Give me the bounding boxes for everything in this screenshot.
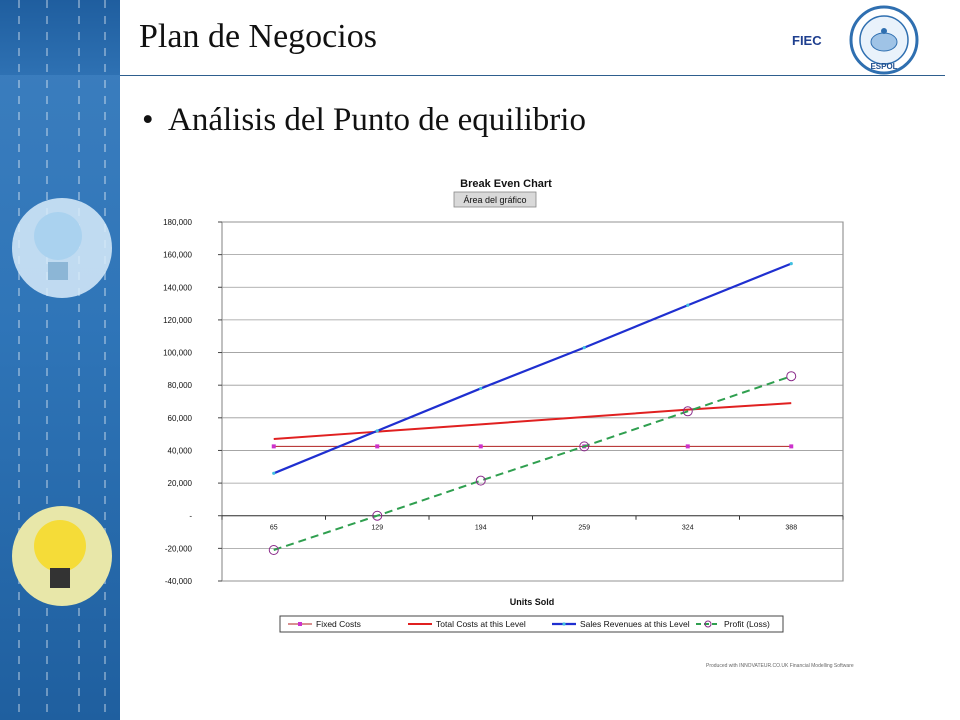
blue-lightbulb-base: [48, 262, 68, 280]
x-tick-label: 194: [474, 524, 487, 532]
fiec-logo-text: FIEC: [792, 33, 822, 48]
espol-seal-icon: [846, 5, 922, 75]
legend-label: Profit (Loss): [724, 619, 770, 629]
y-tick-label: 60,000: [167, 413, 192, 423]
sidebar-illustration: [0, 0, 120, 720]
slide-title: Plan de Negocios: [139, 18, 377, 55]
decorative-sidebar: [0, 0, 120, 720]
plot-area: [222, 222, 843, 581]
legend-label: Total Costs at this Level: [436, 619, 526, 629]
x-tick-label: 388: [785, 524, 798, 532]
legend-marker: [562, 622, 565, 625]
data-point: [376, 429, 379, 432]
data-point: [686, 444, 690, 448]
y-tick-label: 80,000: [167, 381, 192, 391]
break-even-chart: [150, 170, 890, 640]
x-tick-label: 65: [269, 524, 278, 532]
data-point: [375, 444, 379, 448]
y-tick-label: 20,000: [167, 479, 192, 489]
data-point: [272, 444, 276, 448]
header-divider: [120, 75, 945, 76]
y-tick-label: 160,000: [163, 250, 192, 260]
x-tick-label: 259: [578, 524, 591, 532]
y-tick-label: 140,000: [163, 283, 192, 293]
chart-title: Break Even Chart: [460, 178, 552, 190]
data-point: [583, 346, 586, 349]
legend-label: Fixed Costs: [316, 619, 361, 629]
data-point: [790, 262, 793, 265]
yellow-lightbulb-base: [50, 568, 70, 588]
bullet-text: Análisis del Punto de equilibrio: [168, 102, 586, 138]
data-point: [272, 472, 275, 475]
x-tick-label: 129: [371, 524, 384, 532]
y-tick-label: -: [189, 511, 192, 521]
x-axis-label: Units Sold: [509, 597, 555, 607]
bullet-item: [142, 102, 586, 139]
x-tick-label: 324: [681, 524, 694, 532]
legend-label: Sales Revenues at this Level: [580, 619, 690, 629]
y-tick-label: 180,000: [163, 218, 192, 227]
y-tick-label: 40,000: [167, 446, 192, 456]
y-tick-label: -40,000: [164, 577, 192, 586]
y-tick-label: -20,000: [164, 544, 192, 554]
y-tick-label: 120,000: [163, 315, 192, 325]
yellow-lightbulb-glass: [34, 520, 86, 572]
y-tick-label: 100,000: [163, 348, 192, 358]
data-point: [479, 444, 483, 448]
legend-marker: [298, 622, 302, 626]
blue-lightbulb-glass: [34, 212, 82, 260]
data-point: [686, 304, 689, 307]
seal-label: ESPOL: [870, 62, 898, 71]
data-point: [479, 387, 482, 390]
bullet-dot-icon: •: [142, 102, 154, 138]
data-point: [789, 444, 793, 448]
producer-note: Produced with INNOVATEUR.CO.UK Financial Modelling Software: [706, 663, 854, 669]
plot-area-tag: Área del gráfico: [463, 195, 527, 205]
